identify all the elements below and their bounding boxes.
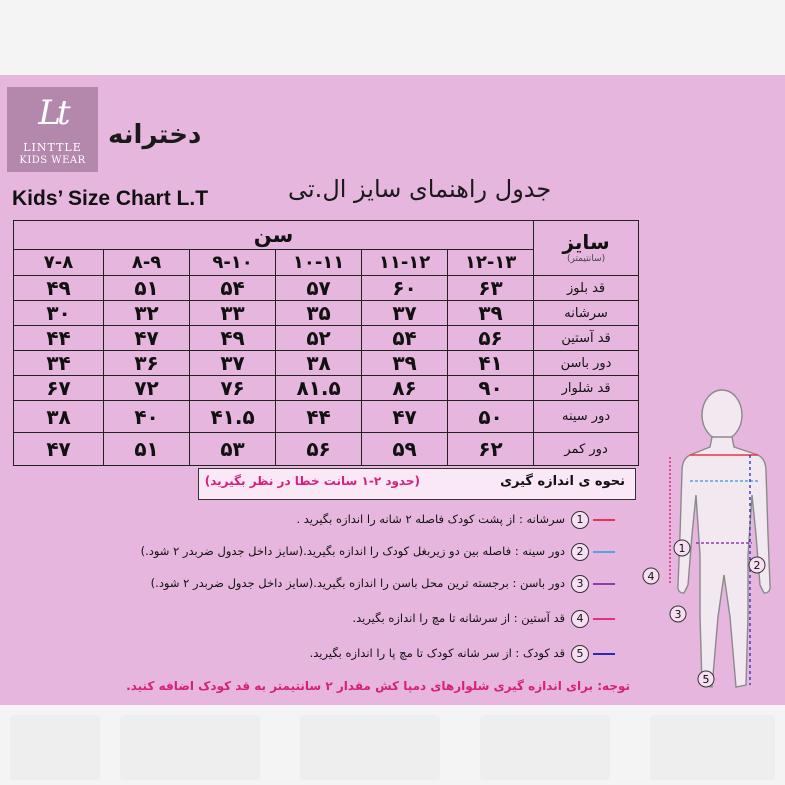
table-row — [14, 376, 639, 401]
value-cell: ۵۶ — [448, 326, 534, 351]
item-text: دور سینه : فاصله بین دو زیربغل کودک را اندازه بگیرید.(سایز داخل جدول ضربدر ۲ شود.) — [140, 544, 565, 558]
value-cell: ۷۶ — [190, 376, 276, 401]
size-unit: (سانتیمتر) — [566, 254, 606, 264]
value-cell: ۳۳ — [190, 301, 276, 326]
figure-badge-shoulder: 1 — [678, 542, 686, 555]
value-cell: ۵۱ — [104, 276, 190, 301]
measurement-item-hip — [90, 575, 615, 597]
top-background-strip — [0, 0, 785, 75]
thumbnail-placeholder — [120, 715, 260, 780]
item-text: دور باسن : برجسته ترین محل باسن را اندازه بگیرید.(سایز داخل جدول ضربدر ۲ شود.) — [150, 576, 565, 590]
value-cell: ۴۷ — [104, 326, 190, 351]
measurement-guide-header — [198, 468, 636, 500]
value-cell: ۴۴ — [276, 401, 362, 433]
row-label: دور کمر — [534, 433, 639, 466]
value-cell: ۳۷ — [362, 301, 448, 326]
figure-badge-hip: 3 — [674, 608, 682, 621]
value-cell: ۴۱.۵ — [190, 401, 276, 433]
measurement-guide-title: نحوه ی اندازه گیری — [500, 474, 625, 489]
value-cell: ۳۸ — [276, 351, 362, 376]
age-cell: ۹-۱۰ — [190, 250, 276, 276]
legend-line — [593, 519, 615, 521]
child-body-figure — [640, 385, 785, 705]
age-cell: ۱۱-۱۲ — [362, 250, 448, 276]
measurement-item-shoulder — [110, 511, 615, 533]
value-cell: ۳۸ — [14, 401, 104, 433]
body-outline — [678, 390, 770, 687]
value-cell: ۴۷ — [362, 401, 448, 433]
item-number-badge: 5 — [571, 645, 589, 663]
value-cell: ۳۹ — [362, 351, 448, 376]
value-cell: ۸۱.۵ — [276, 376, 362, 401]
item-number-badge: 1 — [571, 511, 589, 529]
age-header: سن — [14, 221, 534, 250]
row-label: دور باسن — [534, 351, 639, 376]
table-row — [14, 276, 639, 301]
row-label: سرشانه — [534, 301, 639, 326]
table-row — [14, 301, 639, 326]
legend-line — [593, 618, 615, 620]
value-cell: ۶۷ — [14, 376, 104, 401]
head-shape — [702, 390, 742, 440]
value-cell: ۴۹ — [190, 326, 276, 351]
size-chart-panel — [0, 75, 785, 705]
thumbnail-placeholder — [480, 715, 610, 780]
value-cell: ۵۴ — [362, 326, 448, 351]
page-title: دخترانه — [108, 120, 202, 150]
value-cell: ۳۴ — [14, 351, 104, 376]
legend-line — [593, 653, 615, 655]
age-cell: ۱۰-۱۱ — [276, 250, 362, 276]
subtitle-english: Kids’ Size Chart L.T — [12, 187, 209, 210]
row-label: قد شلوار — [534, 376, 639, 401]
bottom-background-strip — [0, 705, 785, 785]
value-cell: ۴۱ — [448, 351, 534, 376]
value-cell: ۵۰ — [448, 401, 534, 433]
size-header-cell — [534, 221, 639, 276]
subtitle-persian: جدول راهنمای سایز ال.تی — [288, 175, 552, 203]
value-cell: ۵۴ — [190, 276, 276, 301]
value-cell: ۳۵ — [276, 301, 362, 326]
thumbnail-placeholder — [300, 715, 440, 780]
item-number-badge: 2 — [571, 543, 589, 561]
measurement-item-height — [110, 645, 615, 667]
figure-badge-chest: 2 — [753, 559, 761, 572]
table-row — [14, 326, 639, 351]
value-cell: ۵۱ — [104, 433, 190, 466]
table-row — [14, 351, 639, 376]
age-cell: ۱۲-۱۳ — [448, 250, 534, 276]
logo-text-tagline: KIDS WEAR — [19, 155, 86, 166]
value-cell: ۵۶ — [276, 433, 362, 466]
legend-line — [593, 583, 615, 585]
logo-text-brand: LINTTLE — [23, 141, 82, 154]
value-cell: ۴۰ — [104, 401, 190, 433]
thumbnail-placeholder — [650, 715, 775, 780]
value-cell: ۵۲ — [276, 326, 362, 351]
value-cell: ۴۹ — [14, 276, 104, 301]
value-cell: ۳۲ — [104, 301, 190, 326]
figure-badge-height: 5 — [702, 673, 710, 686]
value-cell: ۶۲ — [448, 433, 534, 466]
item-number-badge: 4 — [571, 610, 589, 628]
table-row — [14, 433, 639, 466]
value-cell: ۷۲ — [104, 376, 190, 401]
value-cell: ۵۹ — [362, 433, 448, 466]
measurement-item-chest — [90, 543, 615, 565]
logo-monogram: Lt — [38, 93, 67, 133]
figure-badge-sleeve: 4 — [647, 570, 655, 583]
item-number-badge: 3 — [571, 575, 589, 593]
measurement-item-sleeve — [110, 610, 615, 632]
value-cell: ۵۳ — [190, 433, 276, 466]
value-cell: ۳۹ — [448, 301, 534, 326]
value-cell: ۳۶ — [104, 351, 190, 376]
value-cell: ۳۷ — [190, 351, 276, 376]
row-label: قد آستین — [534, 326, 639, 351]
item-text: قد آستین : از سرشانه تا مچ را اندازه بگیرید. — [352, 611, 565, 625]
tolerance-note: (حدود ۲-۱ سانت خطا در نظر بگیرید) — [204, 474, 420, 488]
value-cell: ۵۷ — [276, 276, 362, 301]
size-header: سایز — [562, 230, 610, 254]
brand-logo — [7, 87, 98, 172]
value-cell: ۸۶ — [362, 376, 448, 401]
thumbnail-placeholder — [10, 715, 100, 780]
pants-note: توجه: برای اندازه گیری شلوارهای دمپا کش مقدار ۲ سانتیمتر به قد کودک اضافه کنید. — [126, 679, 630, 693]
row-label: دور سینه — [534, 401, 639, 433]
age-cell: ۷-۸ — [14, 250, 104, 276]
value-cell: ۶۰ — [362, 276, 448, 301]
age-cell: ۸-۹ — [104, 250, 190, 276]
item-text: سرشانه : از پشت کودک فاصله ۲ شانه را اندازه بگیرید . — [296, 512, 565, 526]
size-table — [13, 220, 639, 466]
value-cell: ۳۰ — [14, 301, 104, 326]
value-cell: ۴۴ — [14, 326, 104, 351]
value-cell: ۶۳ — [448, 276, 534, 301]
value-cell: ۴۷ — [14, 433, 104, 466]
legend-line — [593, 551, 615, 553]
item-text: قد کودک : از سر شانه کودک تا مچ پا را اندازه بگیرید. — [309, 646, 565, 660]
value-cell: ۹۰ — [448, 376, 534, 401]
table-row — [14, 401, 639, 433]
row-label: قد بلوز — [534, 276, 639, 301]
